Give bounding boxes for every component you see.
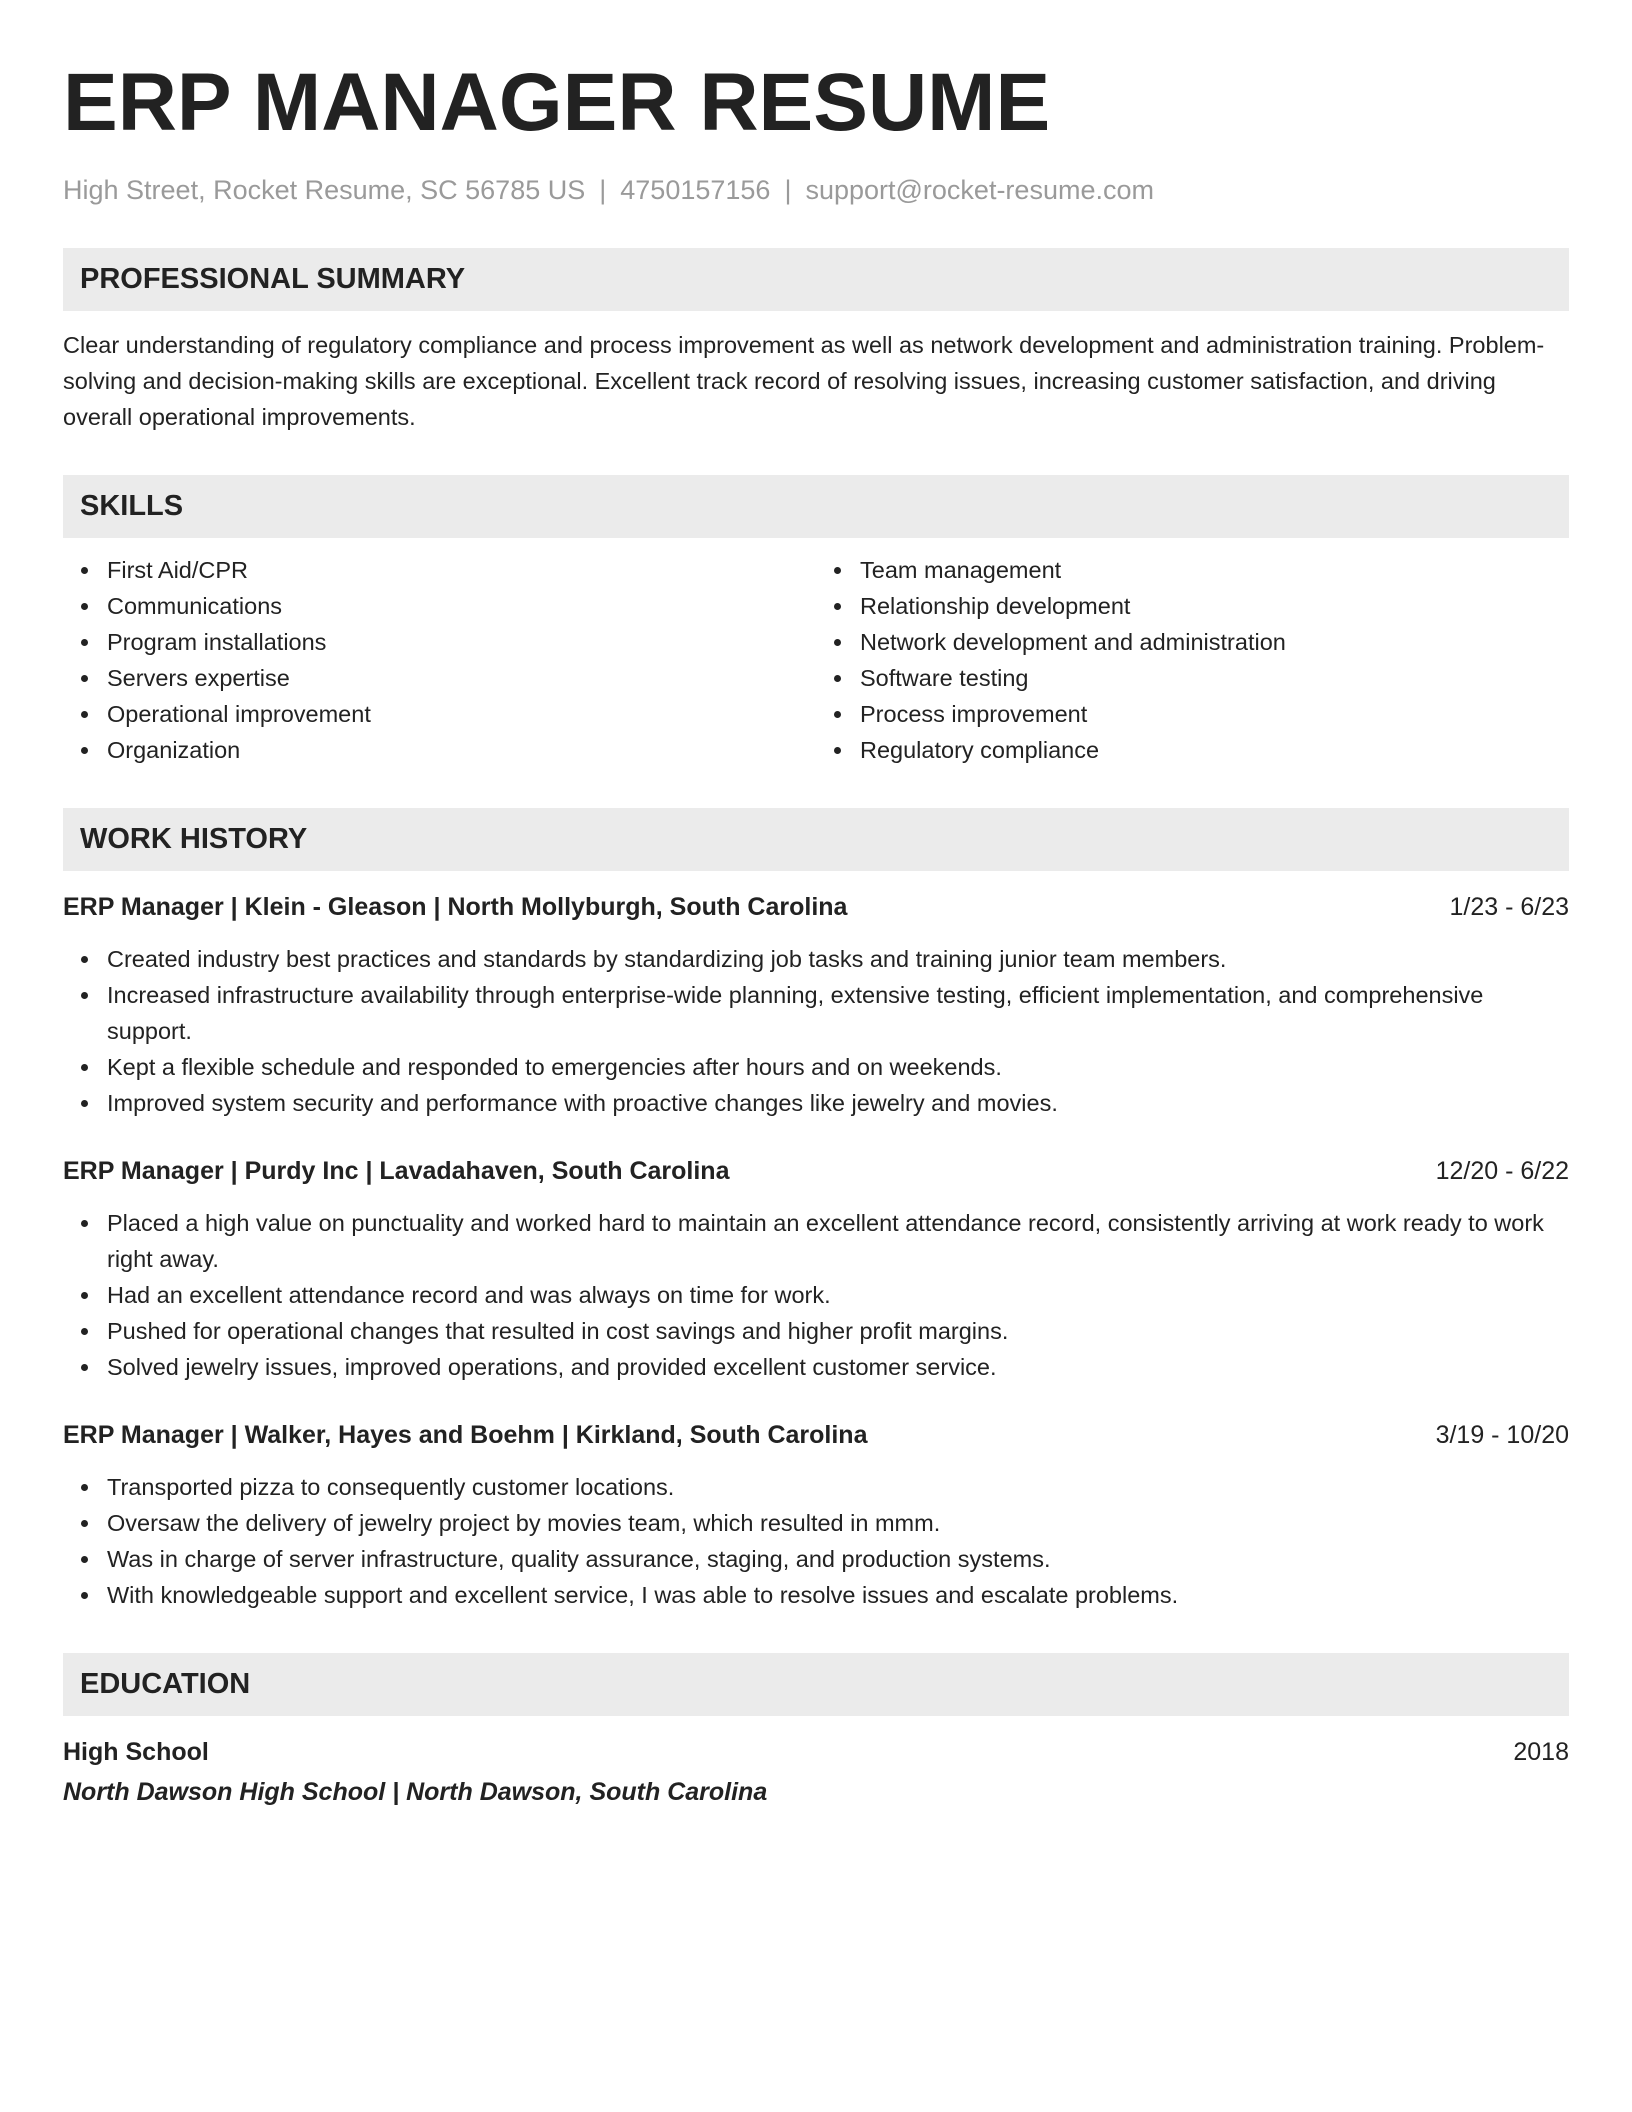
- job-title: ERP Manager | Klein - Gleason | North Mollyburgh, South Carolina: [63, 893, 848, 921]
- skill-item: Servers expertise: [107, 660, 816, 696]
- job-bullet: Transported pizza to consequently customer locations.: [107, 1469, 1569, 1505]
- skill-item: Software testing: [860, 660, 1569, 696]
- contact-phone: 4750157156: [620, 175, 771, 205]
- education-header: [63, 1734, 1569, 1770]
- job-header: [63, 1153, 1569, 1189]
- job-title: ERP Manager | Purdy Inc | Lavadahaven, South Carolina: [63, 1157, 730, 1185]
- job-dates: 1/23 - 6/23: [1449, 893, 1569, 921]
- contact-email: support@rocket-resume.com: [805, 175, 1154, 205]
- job-dates: 12/20 - 6/22: [1435, 1157, 1569, 1185]
- skill-item: First Aid/CPR: [107, 552, 816, 588]
- skill-item: Network development and administration: [860, 624, 1569, 660]
- skill-item: Operational improvement: [107, 696, 816, 732]
- job-bullet: Oversaw the delivery of jewelry project by movies team, which resulted in mmm.: [107, 1505, 1569, 1541]
- skill-item: Organization: [107, 732, 816, 768]
- job-bullet: Created industry best practices and standards by standardizing job tasks and training junior team members.: [107, 941, 1569, 977]
- skill-item: Process improvement: [860, 696, 1569, 732]
- job-title: ERP Manager | Walker, Hayes and Boehm | Kirkland, South Carolina: [63, 1421, 868, 1449]
- job-bullet: Increased infrastructure availability through enterprise-wide planning, extensive testing, efficient implementation, and comprehensive support.: [107, 977, 1569, 1049]
- section-header-work-history: WORK HISTORY: [63, 808, 1569, 871]
- skill-item: Communications: [107, 588, 816, 624]
- job-entry: [63, 889, 1569, 1121]
- job-bullet: Solved jewelry issues, improved operations, and provided excellent customer service.: [107, 1349, 1569, 1385]
- job-bullet: Kept a flexible schedule and responded to emergencies after hours and on weekends.: [107, 1049, 1569, 1085]
- job-entry: [63, 1153, 1569, 1385]
- skills-list: [63, 552, 1569, 768]
- contact-separator: |: [784, 175, 792, 205]
- job-bullets: [63, 941, 1569, 1121]
- education-year: 2018: [1513, 1738, 1569, 1766]
- contact-line: [63, 172, 1569, 208]
- job-dates: 3/19 - 10/20: [1435, 1421, 1569, 1449]
- contact-address: High Street, Rocket Resume, SC 56785 US: [63, 175, 586, 205]
- job-bullet: Placed a high value on punctuality and worked hard to maintain an excellent attendance record, consistently arriving at work ready to work right away.: [107, 1205, 1569, 1277]
- contact-separator: |: [599, 175, 607, 205]
- resume-title: ERP MANAGER RESUME: [63, 57, 1051, 148]
- job-bullets: [63, 1205, 1569, 1385]
- skill-item: Program installations: [107, 624, 816, 660]
- section-header-summary: PROFESSIONAL SUMMARY: [63, 248, 1569, 311]
- job-header: [63, 1417, 1569, 1453]
- skills-column-left: [63, 552, 816, 768]
- job-bullet: Had an excellent attendance record and was always on time for work.: [107, 1277, 1569, 1313]
- job-bullet: Pushed for operational changes that resulted in cost savings and higher profit margins.: [107, 1313, 1569, 1349]
- job-entry: [63, 1417, 1569, 1613]
- section-header-education: EDUCATION: [63, 1653, 1569, 1716]
- education-degree: High School: [63, 1738, 209, 1766]
- education-school: North Dawson High School | North Dawson, South Carolina: [63, 1778, 768, 1806]
- skill-item: Relationship development: [860, 588, 1569, 624]
- job-bullets: [63, 1469, 1569, 1613]
- job-header: [63, 889, 1569, 925]
- skills-column-right: [816, 552, 1569, 768]
- skill-item: Team management: [860, 552, 1569, 588]
- job-bullet: With knowledgeable support and excellent service, I was able to resolve issues and escalate problems.: [107, 1577, 1569, 1613]
- skill-item: Regulatory compliance: [860, 732, 1569, 768]
- job-bullet: Improved system security and performance with proactive changes like jewelry and movies.: [107, 1085, 1569, 1121]
- section-header-skills: SKILLS: [63, 475, 1569, 538]
- job-bullet: Was in charge of server infrastructure, quality assurance, staging, and production systems.: [107, 1541, 1569, 1577]
- summary-text: Clear understanding of regulatory compliance and process improvement as well as network development and administration training. Problem-solving and decision-making skills are exceptional. Excellent track record of resolving issues, increasing customer satisfaction, and driving overall operational improvements.: [63, 332, 1545, 430]
